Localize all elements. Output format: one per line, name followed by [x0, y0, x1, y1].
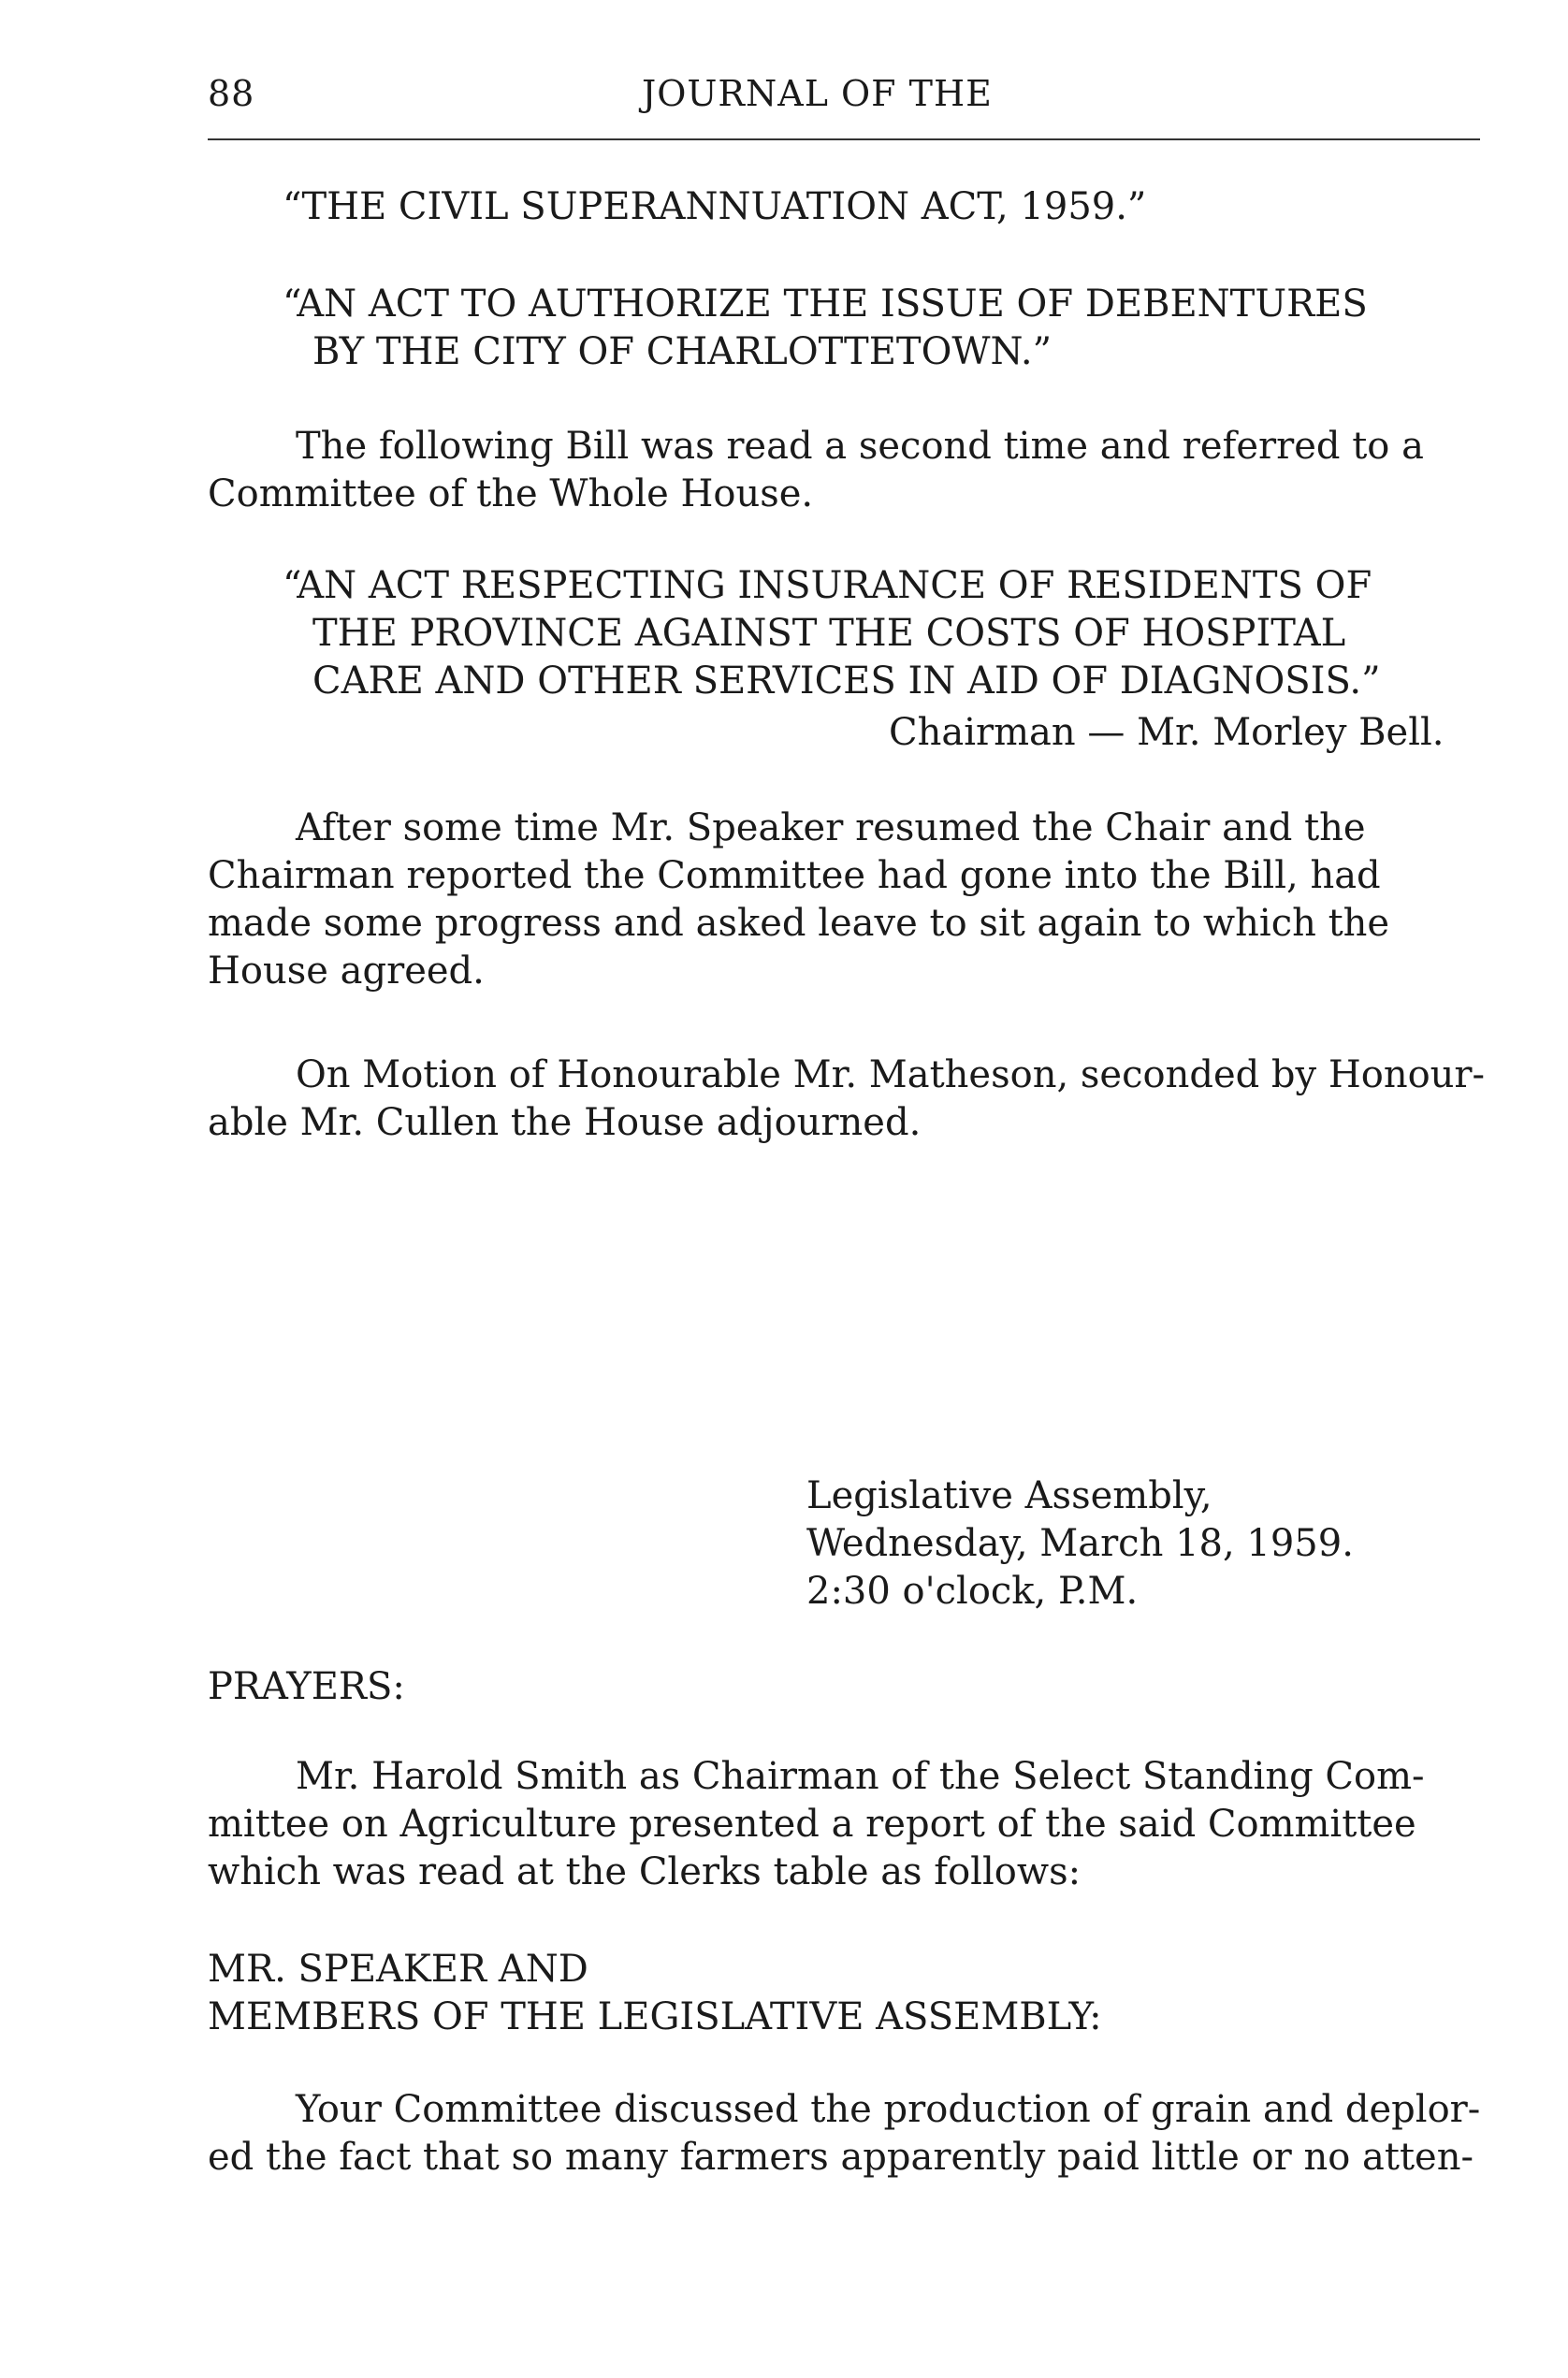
adjournment-paragraph	[208, 1051, 1486, 1147]
session-heading	[806, 1472, 1354, 1616]
session-date: Wednesday, March 18, 1959.	[806, 1522, 1354, 1565]
bill-title-line: “AN ACT TO AUTHORIZE THE ISSUE OF DEBENTURES	[283, 283, 1368, 326]
paragraph-line: which was read at the Clerks table as follows:	[208, 1850, 1082, 1893]
paragraph-line: mittee on Agriculture presented a report of the said Committee	[208, 1803, 1416, 1846]
paragraph-line: Chairman reported the Committee had gone into the Bill, had	[208, 854, 1381, 897]
agriculture-paragraph	[208, 1753, 1480, 1896]
bill-title-line: THE PROVINCE AGAINST THE COSTS OF HOSPITAL	[312, 612, 1346, 655]
bill-title: “THE CIVIL SUPERANNUATION ACT, 1959.”	[283, 185, 1147, 228]
prayers-heading: PRAYERS:	[208, 1665, 405, 1708]
paragraph-line: Your Committee discussed the production of grain and deplor-	[296, 2088, 1481, 2131]
running-title: JOURNAL OF THE	[642, 73, 993, 114]
committee-report-paragraph	[208, 805, 1480, 995]
bill-title	[283, 281, 1489, 376]
bill-title-line: BY THE CITY OF CHARLOTTETOWN.”	[312, 330, 1053, 373]
paragraph-line: ed the fact that so many farmers apparently paid little or no atten-	[208, 2136, 1474, 2179]
paragraph-line: House agreed.	[208, 950, 485, 993]
chairman-line: Chairman — Mr. Morley Bell.	[889, 711, 1445, 754]
bill-title-line: “AN ACT RESPECTING INSURANCE OF RESIDENTS OF	[283, 564, 1372, 607]
paragraph-line: Committee of the Whole House.	[208, 472, 814, 515]
paragraph-line: After some time Mr. Speaker resumed the Chair and the	[296, 806, 1366, 849]
second-reading-paragraph	[208, 423, 1480, 518]
paragraph-line: The following Bill was read a second time and referred to a	[296, 425, 1424, 468]
paragraph-line: able Mr. Cullen the House adjourned.	[208, 1101, 922, 1144]
address-line: MEMBERS OF THE LEGISLATIVE ASSEMBLY:	[208, 1995, 1102, 2038]
header-rule	[208, 138, 1480, 140]
paragraph-line: On Motion of Honourable Mr. Matheson, seconded by Honour-	[296, 1053, 1486, 1096]
report-text-paragraph	[208, 2086, 1480, 2182]
address-heading	[208, 1946, 1102, 2041]
paragraph-line: made some progress and asked leave to sit again to which the	[208, 902, 1390, 945]
address-line: MR. SPEAKER AND	[208, 1948, 588, 1991]
session-body: Legislative Assembly,	[806, 1474, 1212, 1517]
bill-title-line: CARE AND OTHER SERVICES IN AID OF DIAGNOSIS.”	[312, 660, 1381, 703]
paragraph-line: Mr. Harold Smith as Chairman of the Select Standing Com-	[296, 1755, 1425, 1798]
session-time: 2:30 o'clock, P.M.	[806, 1570, 1139, 1613]
page-number: 88	[208, 73, 255, 114]
bill-title	[283, 562, 1489, 705]
